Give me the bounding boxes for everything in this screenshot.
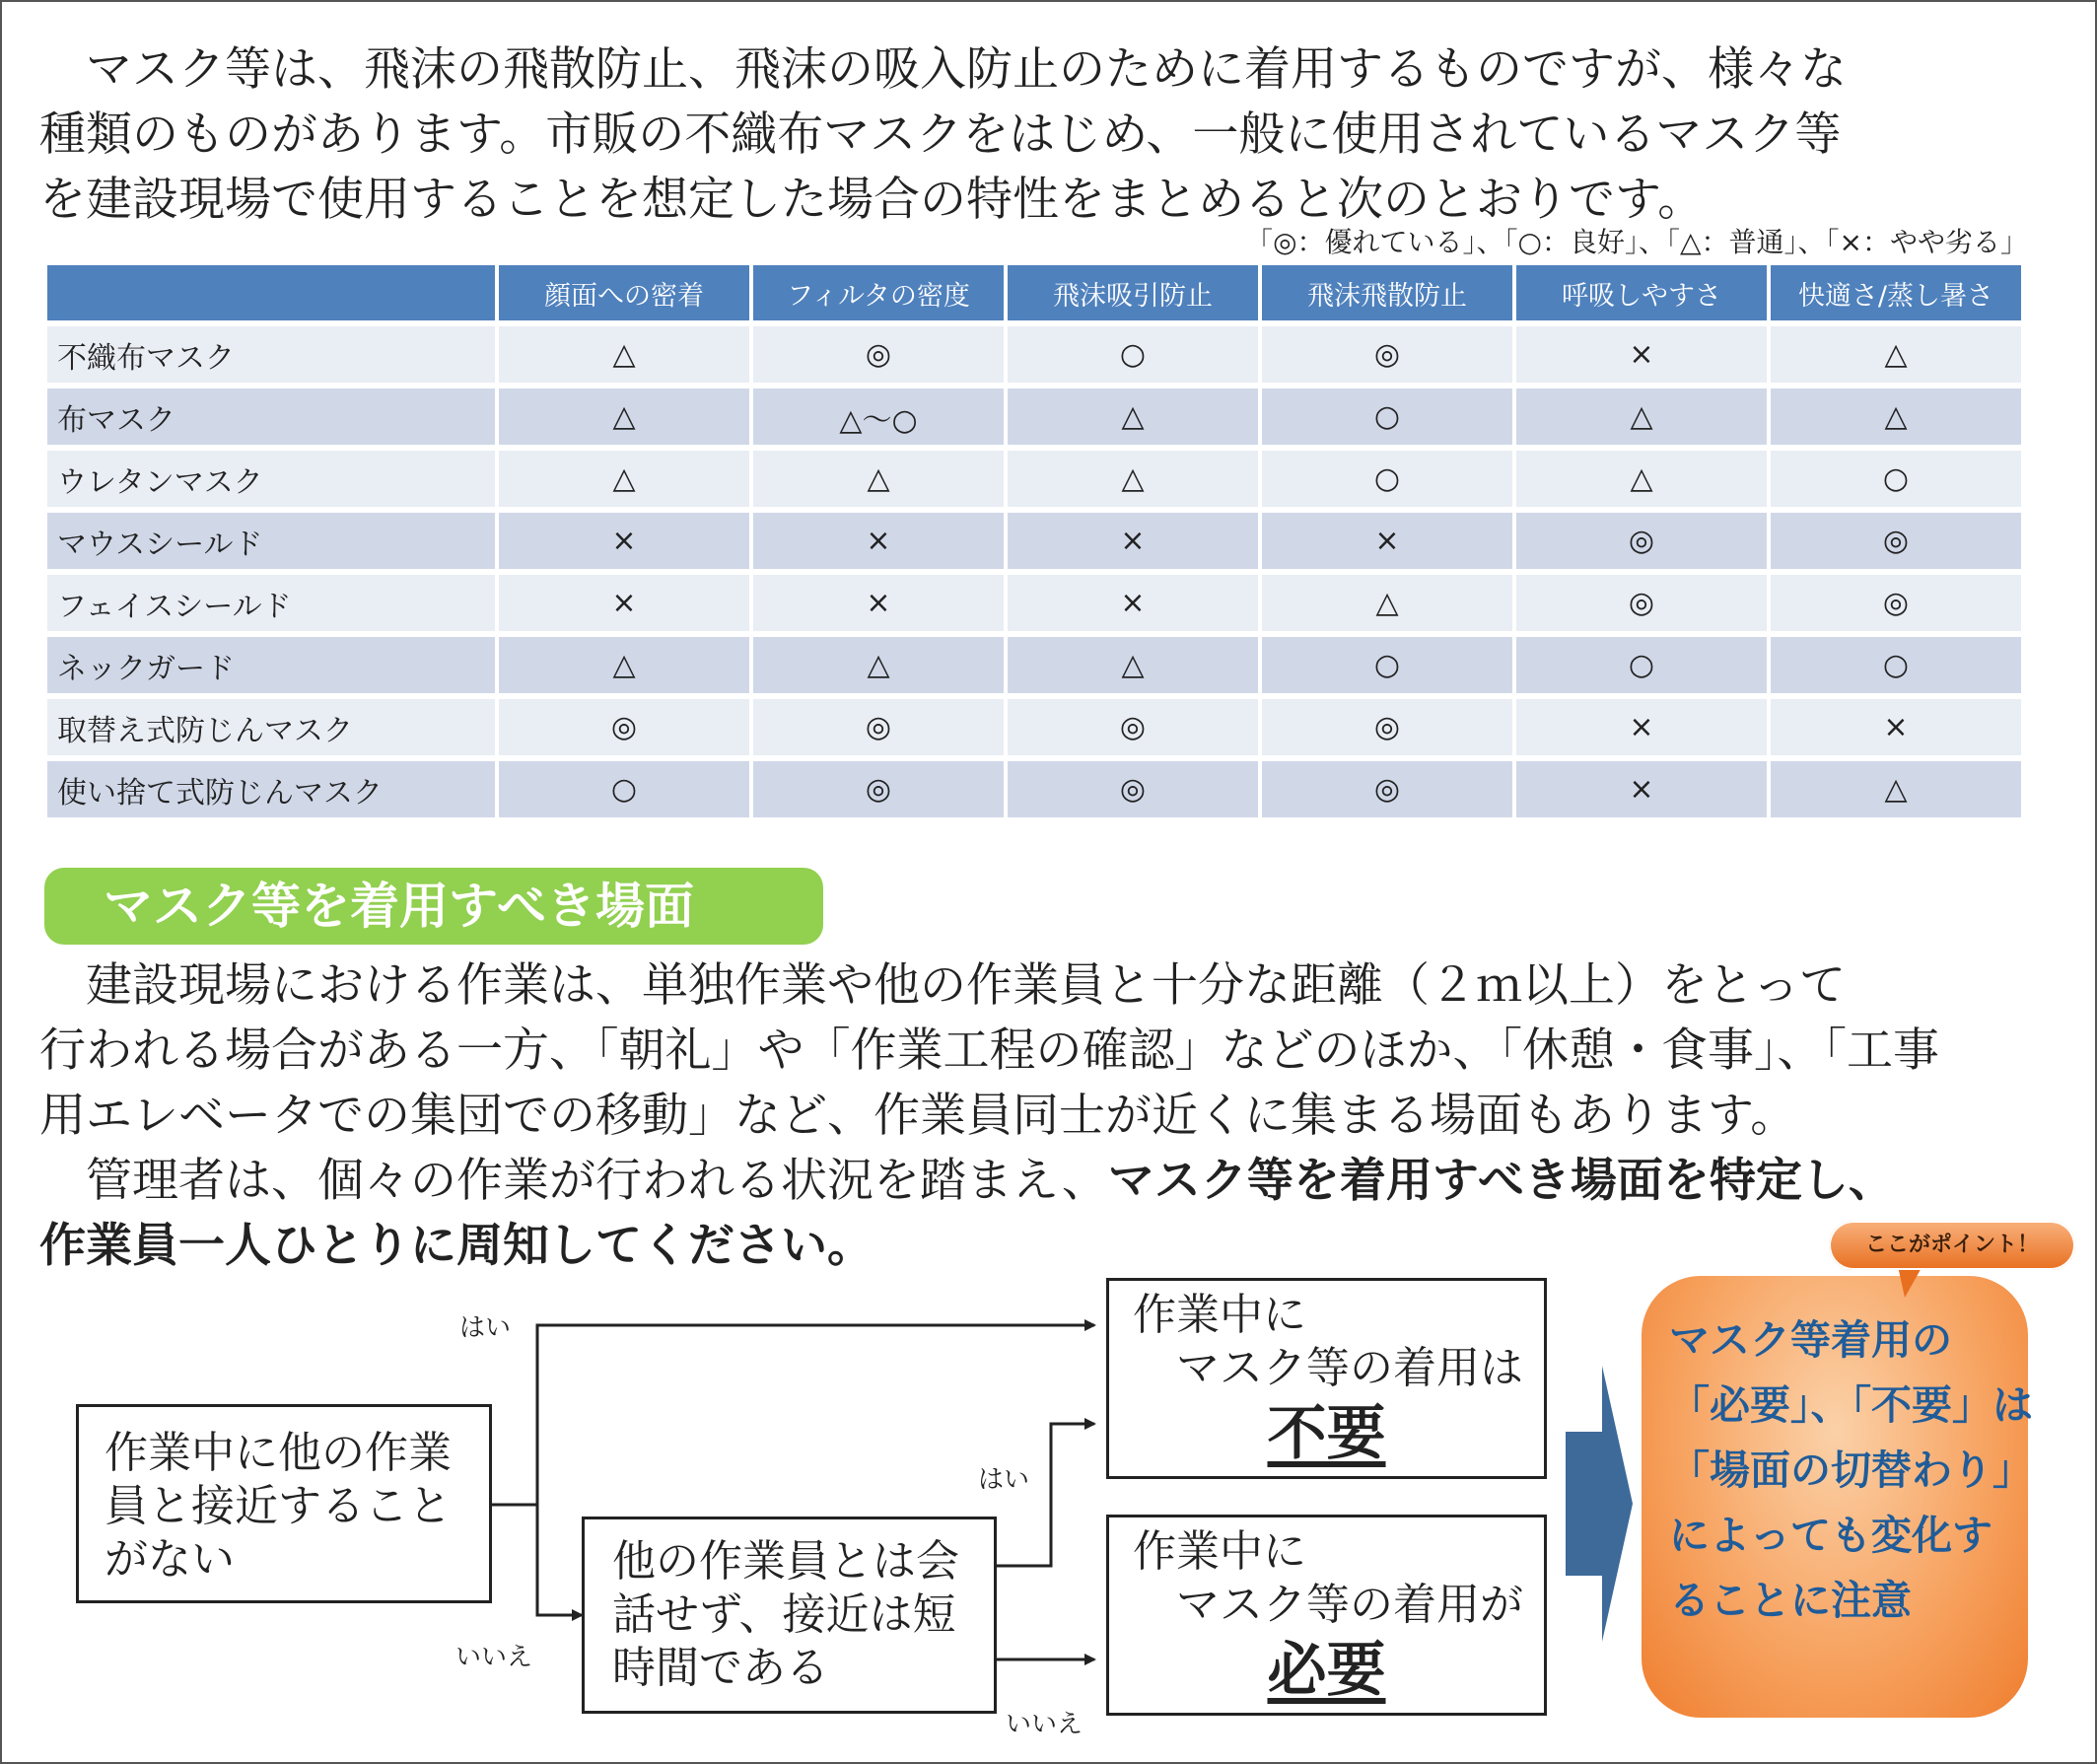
result-line: マスク等の着用は xyxy=(1133,1343,1523,1393)
section-text: 管理者は、個々の作業が行われる状況を踏まえ、 xyxy=(39,1154,1108,1208)
row-label: マウスシールド xyxy=(47,513,495,569)
column-header: 飛沫飛散防止 xyxy=(1262,265,1512,320)
point-line: 「場面の切替わり」 xyxy=(1669,1446,2033,1494)
row-label: 使い捨て式防じんマスク xyxy=(47,761,495,817)
rating-cell: × xyxy=(1008,575,1258,631)
question-line: 話せず、接近は短 xyxy=(612,1589,956,1640)
rating-cell: △ xyxy=(753,451,1004,507)
rating-cell: ◎ xyxy=(1516,513,1767,569)
point-line: マスク等着用の xyxy=(1669,1316,1952,1364)
column-header: 飛沫吸引防止 xyxy=(1008,265,1258,320)
rating-cell: ◎ xyxy=(1262,699,1512,755)
no-label: いいえ xyxy=(455,1643,533,1672)
rating-cell: ○ xyxy=(1262,451,1512,507)
symbol-legend: 「◎：優れている」、「○：良好」、「△：普通」、「×：やや劣る」 xyxy=(1245,226,2028,258)
rating-cell: △ xyxy=(1008,388,1258,445)
section-line: 用エレベータでの集団での移動」など、作業員同士が近くに集まる場面もあります。 xyxy=(39,1089,1797,1143)
rating-cell: △ xyxy=(1008,451,1258,507)
rating-cell: × xyxy=(499,513,749,569)
rating-cell: ○ xyxy=(1262,388,1512,445)
column-header: 快適さ/蒸し暑さ xyxy=(1771,265,2021,320)
rating-cell: ◎ xyxy=(753,699,1004,755)
rating-cell: △ xyxy=(753,637,1004,693)
no-label: いいえ xyxy=(1006,1710,1083,1739)
rating-cell: ◎ xyxy=(1262,326,1512,383)
bubble-pointer xyxy=(1898,1266,1922,1298)
section-emphasis: マスク等を着用すべき場面を特定し、 xyxy=(1107,1154,1895,1208)
rating-cell: × xyxy=(753,513,1004,569)
row-label: ウレタンマスク xyxy=(47,451,495,507)
rating-cell: × xyxy=(499,575,749,631)
point-line: 「必要」、「不要」は xyxy=(1669,1381,2033,1429)
rating-cell: ○ xyxy=(1262,637,1512,693)
row-label: ネックガード xyxy=(47,637,495,693)
rating-cell: × xyxy=(753,575,1004,631)
result-line: マスク等の着用が xyxy=(1133,1580,1523,1630)
rating-cell: ◎ xyxy=(499,699,749,755)
rating-cell: × xyxy=(1008,513,1258,569)
point-line: ることに注意 xyxy=(1669,1577,1912,1624)
row-label: フェイスシールド xyxy=(47,575,495,631)
rating-cell: △ xyxy=(1262,575,1512,631)
rating-cell: ○ xyxy=(499,761,749,817)
row-label: 取替え式防じんマスク xyxy=(47,699,495,755)
rating-cell: ○ xyxy=(1771,637,2021,693)
rating-cell: △ xyxy=(499,451,749,507)
rating-cell: △ xyxy=(499,326,749,383)
rating-cell: × xyxy=(1771,699,2021,755)
rating-cell: ◎ xyxy=(1771,575,2021,631)
rating-cell: × xyxy=(1516,699,1767,755)
rating-cell: ○ xyxy=(1008,326,1258,383)
rating-cell: ○ xyxy=(1771,451,2021,507)
rating-cell: ◎ xyxy=(1771,513,2021,569)
rating-cell: △ xyxy=(499,637,749,693)
row-label: 布マスク xyxy=(47,388,495,445)
rating-cell: × xyxy=(1516,761,1767,817)
question-line: 作業中に他の作業 xyxy=(105,1428,452,1478)
rating-cell: △ xyxy=(499,388,749,445)
result-line: 作業中に xyxy=(1133,1526,1306,1577)
yes-label: はい xyxy=(459,1313,512,1343)
rating-cell: △ xyxy=(1771,326,2021,383)
rating-cell: ◎ xyxy=(1008,699,1258,755)
rating-cell: △ xyxy=(1516,451,1767,507)
column-header: フィルタの密度 xyxy=(753,265,1004,320)
rating-cell: △ xyxy=(1771,761,2021,817)
section-line: 行われる場合がある一方、「朝礼」や「作業工程の確認」などのほか、「休憩・食事」、「工事 xyxy=(39,1023,1939,1078)
rating-cell: △ xyxy=(1771,388,2021,445)
result-line: 作業中に xyxy=(1133,1290,1306,1340)
intro-line: を建設現場で使用することを想定した場合の特性をまとめると次のとおりです。 xyxy=(39,173,1705,227)
rating-cell: △～○ xyxy=(753,388,1004,445)
rating-cell: ◎ xyxy=(1008,761,1258,817)
point-bubble: ここがポイント！ xyxy=(1829,1221,2075,1270)
rating-cell: × xyxy=(1516,326,1767,383)
row-label: 不織布マスク xyxy=(47,326,495,383)
needed-label: 必要 xyxy=(1267,1636,1386,1705)
rating-cell: △ xyxy=(1516,388,1767,445)
not-needed-label: 不要 xyxy=(1267,1399,1386,1468)
question-line: がない xyxy=(105,1534,235,1585)
rating-cell: ◎ xyxy=(753,761,1004,817)
section-heading: マスク等を着用すべき場面 xyxy=(44,868,823,945)
question-line: 時間である xyxy=(612,1643,829,1693)
rating-cell: ○ xyxy=(1516,637,1767,693)
rating-cell: ◎ xyxy=(1516,575,1767,631)
question-line: 員と接近すること xyxy=(105,1481,452,1531)
point-line: によっても変化す xyxy=(1669,1512,1992,1559)
rating-cell: ◎ xyxy=(1262,761,1512,817)
column-header: 呼吸しやすさ xyxy=(1516,265,1767,320)
yes-label: はい xyxy=(978,1465,1030,1495)
section-emphasis: 作業員一人ひとりに周知してください。 xyxy=(39,1219,874,1273)
intro-line: 種類のものがあります。市販の不織布マスクをはじめ、一般に使用されているマスク等 xyxy=(39,107,1842,162)
intro-line: マスク等は、飛沫の飛散防止、飛沫の吸入防止のために着用するものですが、様々な xyxy=(39,42,1847,97)
rating-cell: ◎ xyxy=(753,326,1004,383)
column-header: 顔面への密着 xyxy=(499,265,749,320)
rating-cell: × xyxy=(1262,513,1512,569)
section-line: 建設現場における作業は、単独作業や他の作業員と十分な距離（２ｍ以上）をとって xyxy=(39,958,1847,1013)
question-line: 他の作業員とは会 xyxy=(612,1536,959,1587)
rating-cell: △ xyxy=(1008,637,1258,693)
